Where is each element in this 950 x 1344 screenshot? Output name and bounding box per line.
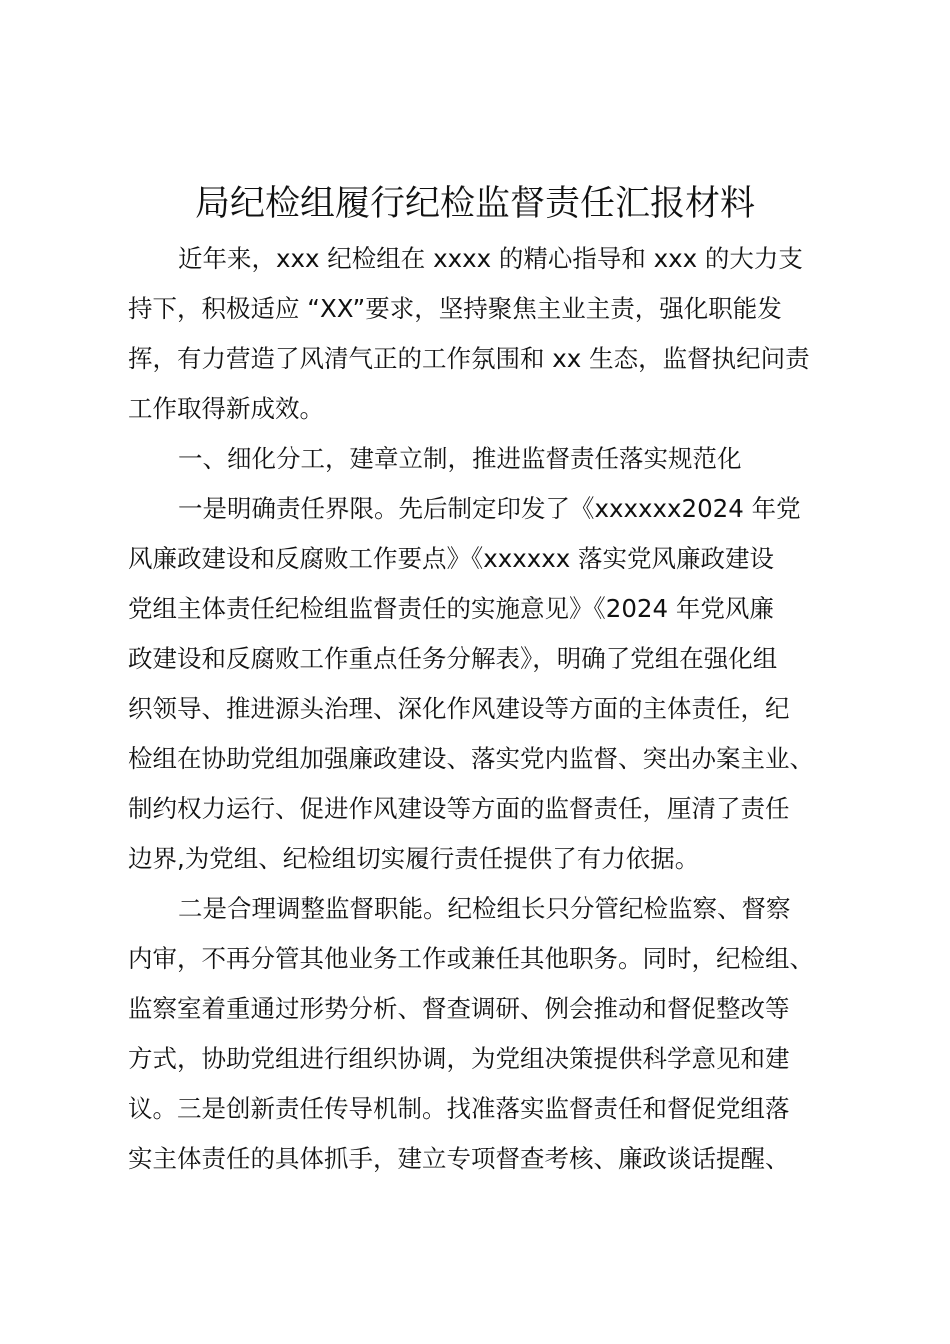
text-line: 政建设和反腐败工作重点任务分解表》，明确了党组在强化组 bbox=[128, 644, 778, 673]
text-line: 内审，不再分管其他业务工作或兼任其他职务。同时，纪检组、 bbox=[128, 944, 814, 973]
document-body bbox=[128, 234, 848, 1184]
text-line: 二是合理调整监督职能。纪检组长只分管纪检监察、督察 bbox=[178, 894, 791, 923]
text-line: 方式，协助党组进行组织协调，为党组决策提供科学意见和建 bbox=[128, 1044, 790, 1073]
text-line: 议。三是创新责任传导机制。找准落实监督责任和督促党组落 bbox=[128, 1094, 790, 1123]
text-line: 检组在协助党组加强廉政建设、落实党内监督、突出办案主业、 bbox=[128, 744, 814, 773]
text-line: 制约权力运行、促进作风建设等方面的监督责任，厘清了责任 bbox=[128, 794, 790, 823]
text-line: 挥，有力营造了风清气正的工作氛围和 xx 生态，监督执纪问责 bbox=[128, 344, 810, 373]
text-line: 近年来，xxx 纪检组在 xxxx 的精心指导和 xxx 的大力支 bbox=[178, 244, 803, 273]
text-line: 一、细化分工，建章立制，推进监督责任落实规范化 bbox=[178, 444, 742, 473]
text-line: 实主体责任的具体抓手，建立专项督查考核、廉政谈话提醒、 bbox=[128, 1144, 790, 1173]
text-line: 党组主体责任纪检组监督责任的实施意见》《2024 年党风廉 bbox=[128, 594, 774, 623]
text-line: 一是明确责任界限。先后制定印发了《xxxxxx2024 年党 bbox=[178, 494, 801, 523]
text-line: 持下，积极适应 “XX”要求，坚持聚焦主业主责，强化职能发 bbox=[128, 294, 782, 323]
text-line: 风廉政建设和反腐败工作要点》《xxxxxx 落实党风廉政建设 bbox=[128, 544, 775, 573]
document-title: 局纪检组履行纪检监督责任汇报材料 bbox=[194, 184, 755, 224]
text-line: 监察室着重通过形势分析、督查调研、例会推动和督促整改等 bbox=[128, 994, 790, 1023]
text-line: 边界,为党组、纪检组切实履行责任提供了有力依据。 bbox=[128, 844, 700, 873]
text-line: 工作取得新成效。 bbox=[128, 394, 324, 423]
text-line: 织领导、推进源头治理、深化作风建设等方面的主体责任，纪 bbox=[128, 694, 790, 723]
